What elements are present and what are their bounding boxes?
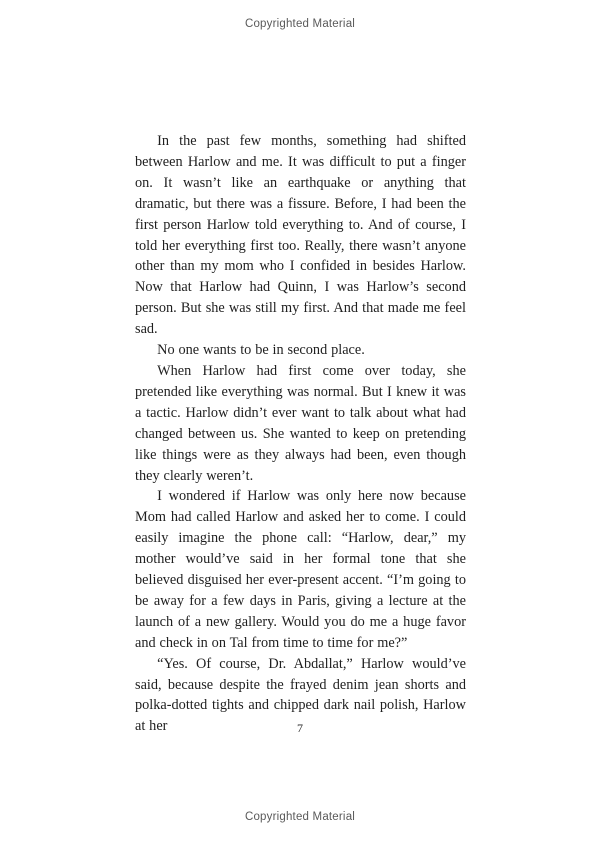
page-number: 7 [297, 721, 303, 735]
paragraph-4: I wondered if Harlow was only here now because Mom had called Harlow and asked her to come. I could easily imagine the phone call: “Harlow, dear,” my mother would’ve said in her formal tone that she believed disguised her ever-present accent. “I’m going to be away for a few days in Paris, giving a lecture at the launch of a new gallery. Would you do me a huge favor and check in on Tal from time to time for me?” [135, 488, 466, 651]
page-text-block [135, 131, 466, 737]
paragraph-2: No one wants to be in second place. [157, 342, 365, 359]
paragraph-3: When Harlow had first come over today, she pretended like everything was normal. But I knew it was a tactic. Harlow didn’t ever want to talk about what had changed between us. She wanted to keep on pretending like things were as they always had been, even though they clearly weren’t. [135, 362, 466, 484]
paragraph-5: “Yes. Of course, Dr. Abdallat,” Harlow would’ve said, because despite the frayed denim jean shorts and polka-dotted tights and chipped dark nail polish, Harlow at her [135, 655, 466, 735]
copyright-notice-bottom: Copyrighted Material [244, 811, 356, 823]
paragraph-1: In the past few months, something had shifted between Harlow and me. It was difficult to put a finger on. It wasn’t like an earthquake or anything that dramatic, but there was a fissure. Before, I had been the first person Harlow told everything to. And of course, I told her everything first too. Really, there wasn’t anyone other than my mom who I confided in besides Harlow. Now that Harlow had Quinn, I was Harlow’s second person. But she was still my first. And that made me feel sad. [135, 133, 466, 338]
copyright-notice-top: Copyrighted Material [244, 18, 356, 30]
